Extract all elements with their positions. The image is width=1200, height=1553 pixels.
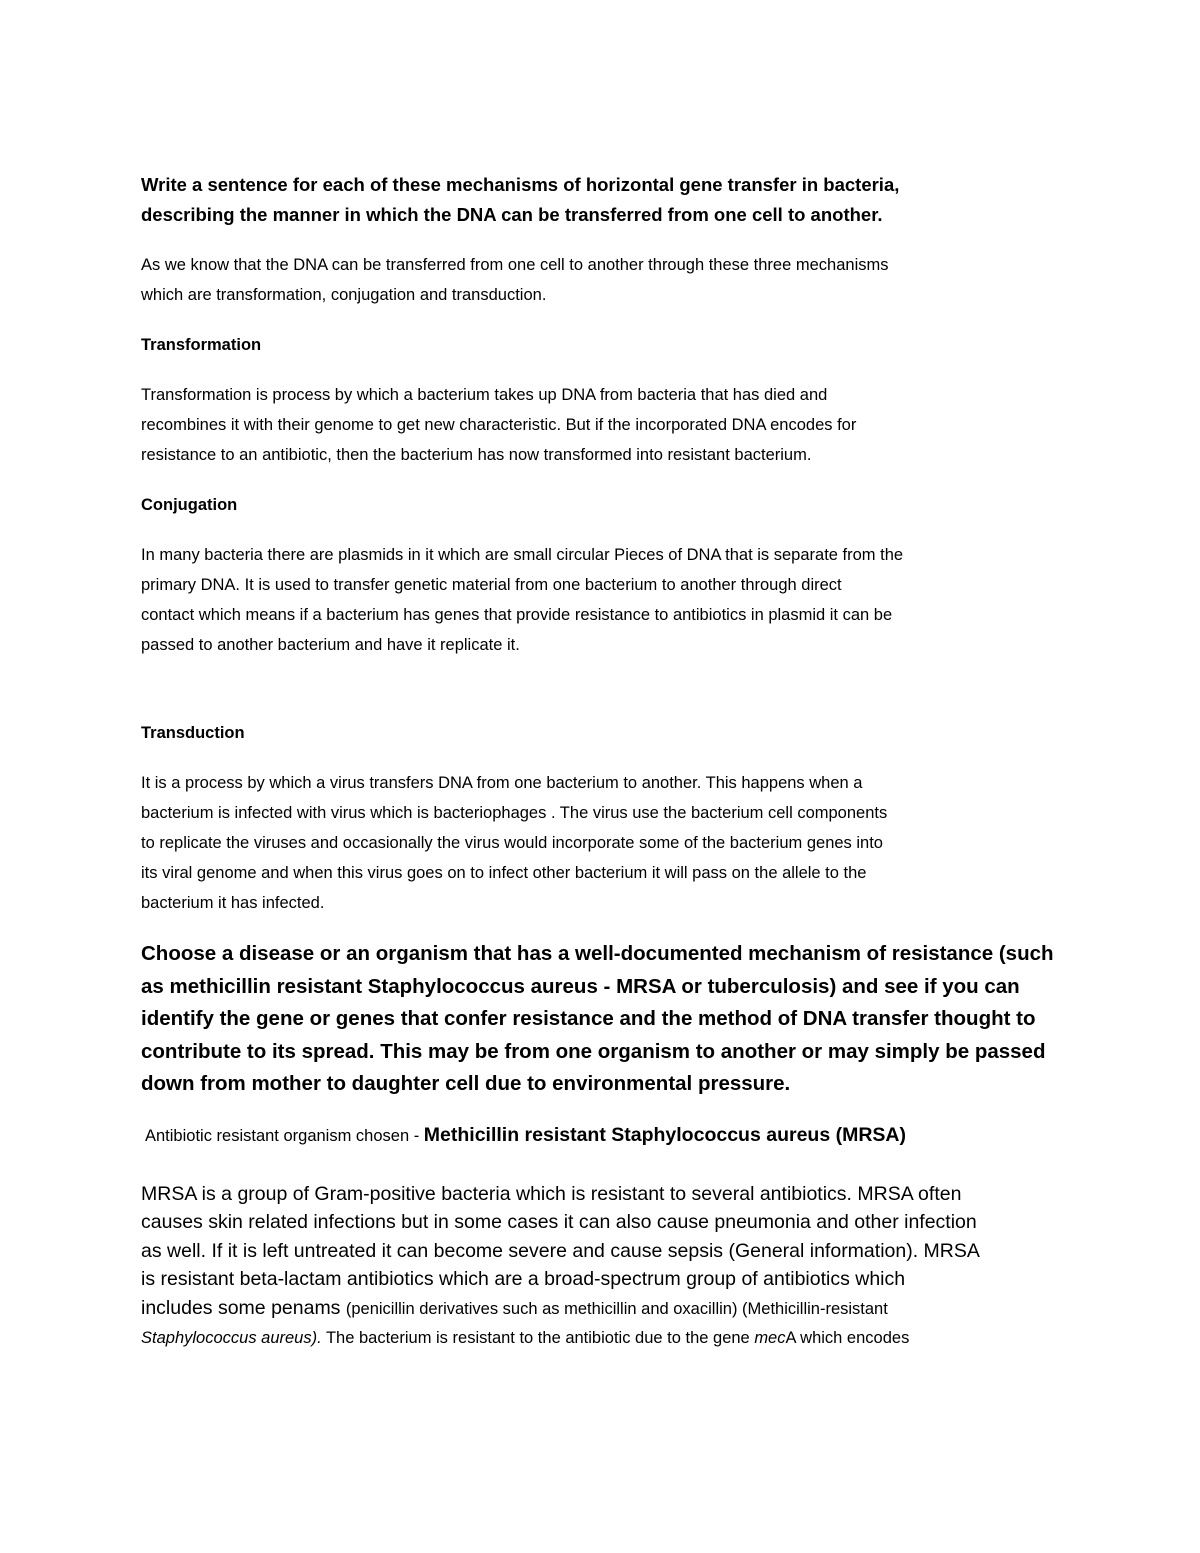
intro-paragraph — [141, 250, 1071, 310]
mrsa-line-6-italic-gene: mec — [754, 1329, 786, 1347]
mrsa-line: as well. If it is left untreated it can become severe and cause sepsis (General information). MRSA — [141, 1239, 980, 1262]
mrsa-line: causes skin related infections but in some cases it can also cause pneumonia and other infection — [141, 1211, 977, 1233]
question-1-line: Write a sentence for each of these mechanisms of horizontal gene transfer in bacteria, — [141, 174, 900, 195]
mrsa-line-6-italic-species: Staphylococcus aureus). — [141, 1329, 322, 1347]
conjugation-line: primary DNA. It is used to transfer genetic material from one bacterium to another through direct — [141, 576, 842, 594]
transformation-line: Transformation is process by which a bacterium takes up DNA from bacteria that has died and — [141, 386, 828, 404]
mrsa-line-5-part-2: (penicillin derivatives such as methicillin and oxacillin) (Methicillin-resistant — [345, 1299, 888, 1318]
mrsa-paragraph — [141, 1180, 1071, 1353]
mrsa-line: is resistant beta-lactam antibiotics which are a broad-spectrum group of antibiotics which — [141, 1268, 906, 1290]
conjugation-line: passed to another bacterium and have it replicate it. — [141, 636, 520, 654]
question-2-line: down from mother to daughter cell due to environmental pressure. — [141, 1072, 791, 1095]
transduction-heading: Transduction — [141, 724, 245, 742]
conjugation-line: In many bacteria there are plasmids in it which are small circular Pieces of DNA that is separate from the — [141, 546, 904, 564]
question-2-line: Choose a disease or an organism that has a well-documented mechanism of resistance (such — [141, 942, 1054, 965]
question-1 — [141, 170, 1071, 230]
question-2-line: contribute to its spread. This may be from one organism to another or may simply be passed — [141, 1039, 1046, 1063]
mrsa-line-6-part-2: The bacterium is resistant to the antibiotic due to the gene — [321, 1329, 755, 1347]
mrsa-line — [141, 1294, 1071, 1324]
chosen-organism-value: Methicillin resistant Staphylococcus aureus (MRSA) — [423, 1123, 906, 1146]
transduction-line: bacterium it has infected. — [141, 894, 325, 912]
transformation-heading: Transformation — [141, 336, 262, 354]
conjugation-heading: Conjugation — [141, 496, 238, 514]
question-2-line: as methicillin resistant Staphylococcus aureus - MRSA or tuberculosis) and see if you can — [141, 974, 1020, 998]
mrsa-line-5-part-1: includes some penams — [141, 1296, 346, 1319]
transformation-paragraph — [141, 380, 1071, 470]
chosen-organism — [145, 1119, 1071, 1152]
transduction-line: to replicate the viruses and occasionally the virus would incorporate some of the bacterium genes into — [141, 834, 883, 852]
transduction-line: It is a process by which a virus transfers DNA from one bacterium to another. This happens when a — [141, 774, 863, 792]
document-content — [141, 170, 1071, 1353]
intro-line: As we know that the DNA can be transferred from one cell to another through these three mechanisms — [141, 256, 889, 274]
intro-line: which are transformation, conjugation and transduction. — [141, 286, 547, 304]
conjugation-line: contact which means if a bacterium has genes that provide resistance to antibiotics in plasmid it can be — [141, 606, 893, 624]
conjugation-paragraph — [141, 540, 1071, 660]
question-1-line: describing the manner in which the DNA can be transferred from one cell to another. — [141, 204, 883, 225]
question-2 — [141, 938, 1071, 1101]
mrsa-line — [141, 1323, 1071, 1353]
transformation-line: recombines it with their genome to get new characteristic. But if the incorporated DNA encodes for — [141, 416, 857, 434]
question-2-line: identify the gene or genes that confer resistance and the method of DNA transfer thought to — [141, 1007, 1036, 1030]
mrsa-line-6-part-4: A which encodes — [785, 1329, 910, 1347]
transduction-line: its viral genome and when this virus goes on to infect other bacterium it will pass on the allele to the — [141, 864, 867, 882]
transduction-line: bacterium is infected with virus which is bacteriophages . The virus use the bacterium cell components — [141, 804, 888, 822]
chosen-organism-label: Antibiotic resistant organism chosen - — [145, 1126, 424, 1145]
transduction-paragraph — [141, 768, 1071, 918]
transformation-line: resistance to an antibiotic, then the bacterium has now transformed into resistant bacterium. — [141, 446, 812, 464]
mrsa-line: MRSA is a group of Gram-positive bacteria which is resistant to several antibiotics. MRSA often — [141, 1182, 962, 1205]
